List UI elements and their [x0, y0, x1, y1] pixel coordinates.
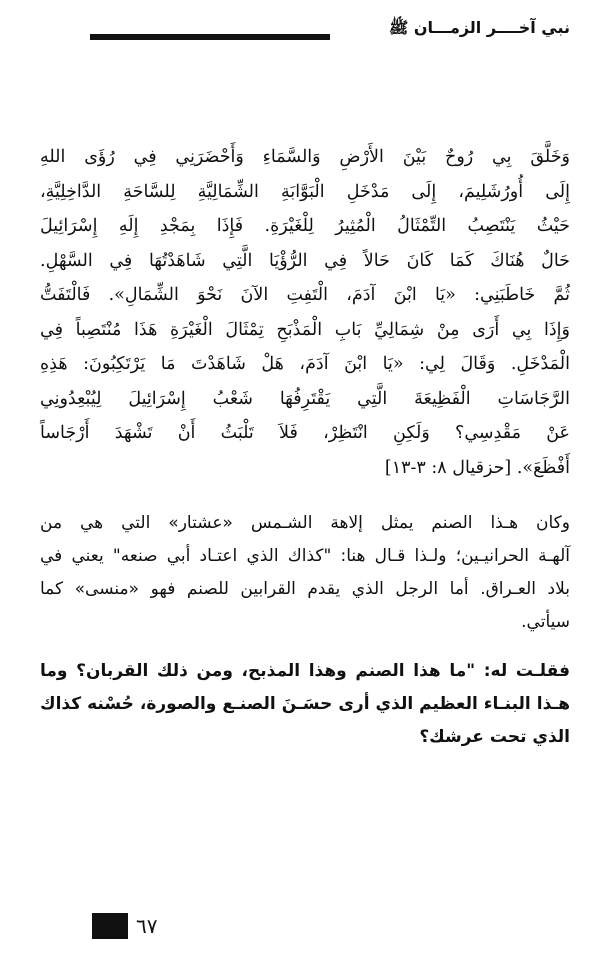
- page-number: ٦٧: [136, 914, 158, 938]
- running-title: نبي آخــــر الزمـــان ﷺ: [388, 18, 570, 37]
- paragraph-line: سيأتي.: [521, 612, 570, 632]
- paragraph-line: آلهـة الحرانيـين؛ ولـذا قـال هنا: "كذاك الذي اعتـاد أبي صنعه" يعني في: [40, 546, 570, 566]
- dialogue-paragraph: [40, 655, 570, 754]
- paragraph-line: فقلـت له: "ما هذا الصنم وهذا المذبح، ومن ذلك القربان؟ وما: [40, 661, 570, 681]
- page-header: [88, 14, 570, 54]
- quote-line: وَإِذَا بِي أَرَى مِنْ شِمَالِيِّ بَابِ الْمَذْبَحِ تِمْثَالَ الْغَيْرَةِ هَذَا مُنْتَصِباً فِي: [40, 319, 570, 340]
- quote-line: الْمَدْخَلِ. وَقَالَ لِي: «يَا ابْنَ آدَمَ، هَلْ شَاهَدْتَ مَا يَرْتَكِبُونَ: هَذِهِ: [40, 354, 570, 374]
- scripture-quote: [40, 140, 570, 485]
- page-body: [40, 140, 570, 754]
- quote-line: وَخَلَّقَ بِي رُوحٌ بَيْنَ الأَرْضِ وَالسَّمَاءِ وَأَحْضَرَنِي فِي رُؤَى اللهِ: [40, 147, 570, 167]
- paragraph-line: بلاد العـراق. أما الرجل الذي يقدم القرابين للصنم فهو «منسى» كما: [40, 579, 570, 599]
- quote-line: الرَّجَاسَاتِ الْفَظِيعَةَ الَّتِي يَقْتَرِفُهَا شَعْبُ إِسْرَائِيلَ لِيُبْعِدُونِي: [40, 388, 570, 409]
- quote-line: حَالٌ هُنَاكَ كَمَا كَانَ حَالاً فِي الرُّؤْيَا الَّتِي شَاهَدْتُهَا فِي السَّهْلِ.: [40, 250, 570, 271]
- header-rule: [90, 34, 330, 40]
- footer-marker: [92, 913, 128, 939]
- quote-line: أَفْظَعَ». [حزقيال ٨: ٣-١٣]: [384, 457, 570, 478]
- quote-line: عَنْ مَقْدِسِي؟ وَلَكِنِ انْتَظِرْ، فَلاَ تَلْبَثُ أَنْ تَشْهَدَ أَرْجَاساً: [40, 423, 570, 443]
- paragraph-line: الذي تحت عرشك؟: [419, 727, 570, 747]
- commentary-paragraph: [40, 507, 570, 639]
- quote-line: إِلَى أُورُشَلِيمَ، إِلَى مَدْخَلِ الْبَوَّابَةِ الشِّمَالِيَّةِ لِلسَّاحَةِ الدَّاخِلِيَّةِ،: [40, 181, 570, 202]
- paragraph-line: وكان هـذا الصنم يمثل إلاهة الشـمس «عشتار» التي هي من: [40, 513, 570, 533]
- quote-line: ثُمَّ خَاطَبَنِي: «يَا ابْنَ آدَمَ، الْتَفِتِ الآنَ نَحْوَ الشِّمَالِ». فَالْتَفَتُّ: [40, 285, 570, 305]
- quote-line: حَيْثُ يَنْتَصِبُ التِّمْثَالُ الْمُثِيرُ لِلْغَيْرَةِ. فَإِذَا بِمَجْدِ إِلَهِ إِسْرَائِيلَ: [40, 216, 570, 236]
- paragraph-line: هـذا البنـاء العظيم الذي أرى حسَـنَ الصنـع والصورة، حُسْنه كذاك: [40, 694, 570, 714]
